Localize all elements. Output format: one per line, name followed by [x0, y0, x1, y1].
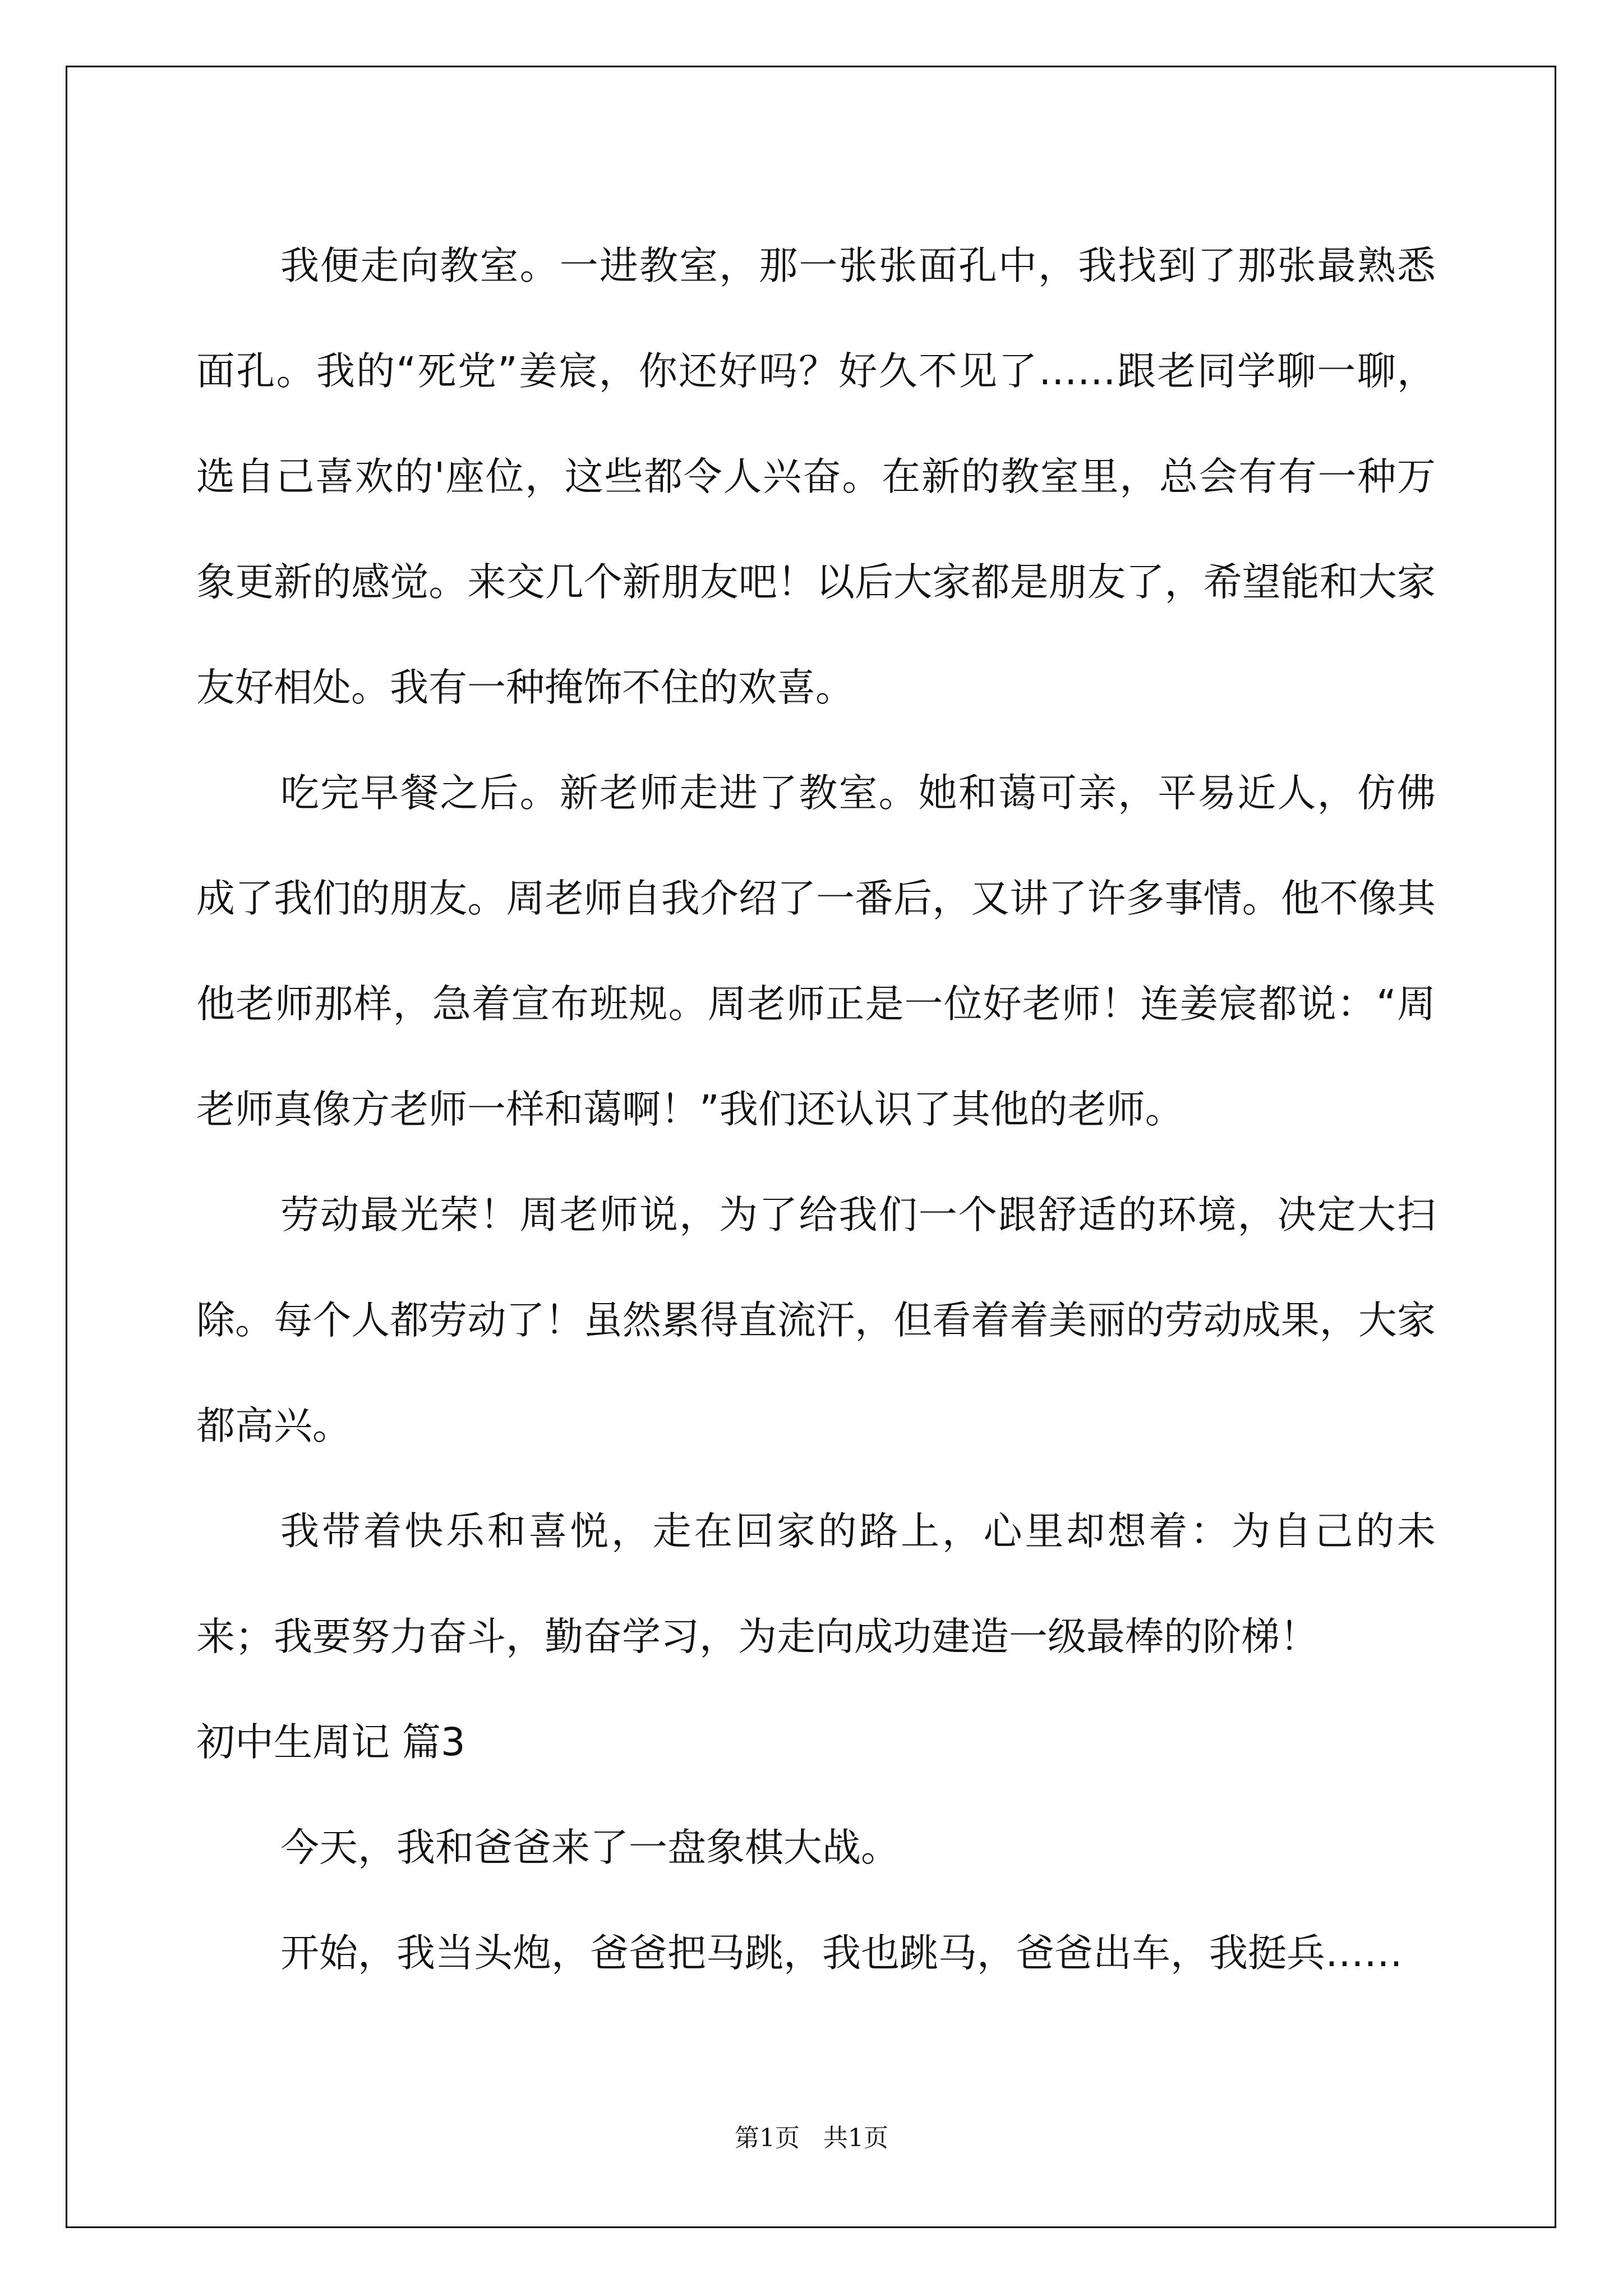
document-body [196, 213, 1436, 2006]
paragraph-4: 我带着快乐和喜悦，走在回家的路上，心里却想着：为自己的未来；我要努力奋斗，勤奋学习，为走向成功建造一级最棒的阶梯！ [196, 1509, 1436, 1659]
paragraph-2: 吃完早餐之后。新老师走进了教室。她和蔼可亲，平易近人，仿佛成了我们的朋友。周老师自我介绍了一番后，又讲了许多事情。他不像其他老师那样，急着宣布班规。周老师正是一位好老师！连姜宸都说：“周老师真像方老师一样和蔼啊！”我们还认识了其他的老师。 [196, 771, 1436, 1132]
section-paragraph-1: 今天，我和爸爸来了一盘象棋大战。 [280, 1825, 900, 1870]
section-heading: 初中生周记 篇3 [196, 1720, 465, 1765]
section-paragraph-2: 开始，我当头炮，爸爸把马跳，我也跳马，爸爸出车，我挺兵…… [280, 1931, 1403, 1976]
paragraph-1: 我便走向教室。一进教室，那一张张面孔中，我找到了那张最熟悉面孔。我的“死党”姜宸，你还好吗？好久不见了……跟老同学聊一聊，选自己喜欢的'座位，这些都令人兴奋。在新的教室里，总会有有一种万象更新的感觉。来交几个新朋友吧！以后大家都是朋友了，希望能和大家友好相处。我有一种掩饰不住的欢喜。 [196, 243, 1436, 710]
page-footer: 第1页 共1页 [735, 2124, 888, 2152]
paragraph-3: 劳动最光荣！周老师说，为了给我们一个跟舒适的环境，决定大扫除。每个人都劳动了！虽然累得直流汗，但看着着美丽的劳动成果，大家都高兴。 [196, 1193, 1436, 1448]
